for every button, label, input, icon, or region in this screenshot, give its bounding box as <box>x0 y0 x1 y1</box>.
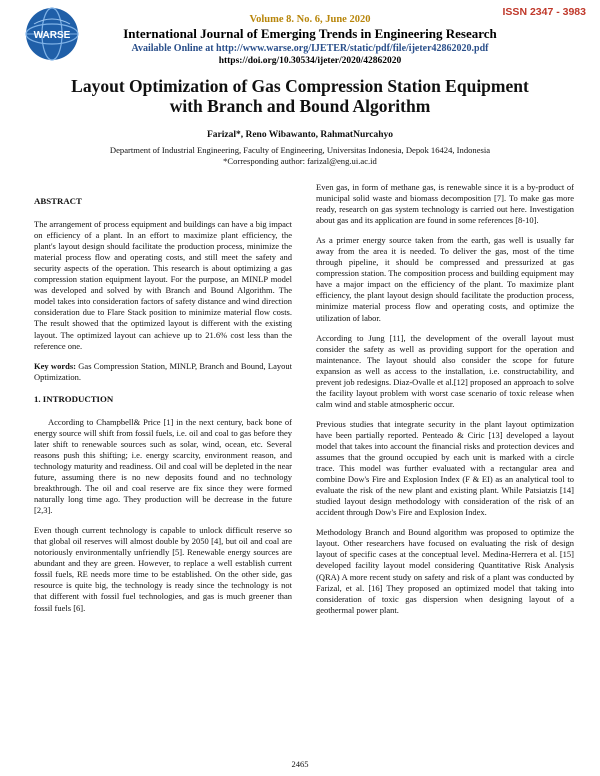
volume-info: Volume 8. No. 6, June 2020 <box>249 14 371 25</box>
keywords-list: Gas Compression Station, MINLP, Branch and Bound, Layout Optimization. <box>34 360 293 382</box>
right-paragraph-3: According to Jung [11], the development of the overall layout must consider the safety as well as providing support for the operation and maintenance. The layout should also consider the scope for future expansion as well as access to the installation, i.e. constructability, and prevent job redesigns. Diaz-Ovalle et al.[12] proposed an approach to solve the facility layout problem with worst case scenario of toxic release when calm wind and stable atmospheric occur. <box>316 332 574 409</box>
right-column <box>316 182 574 625</box>
corresponding-author: *Corresponding author: farizal@eng.ui.ac.id <box>223 156 377 166</box>
globe-icon <box>24 6 80 62</box>
title-line-1: Layout Optimization of Gas Compression Station Equipment <box>71 76 529 96</box>
online-url-link[interactable]: Available Online at http://www.warse.org/IJETER/static/pdf/file/ijeter42862020.pdf <box>131 43 489 54</box>
author-list: Farizal*, Reno Wibawanto, RahmatNurcahyo <box>206 130 394 140</box>
affiliation: Department of Industrial Engineering, Faculty of Engineering, Universitas Indonesia, Depok 16424, Indonesia <box>109 145 491 155</box>
right-paragraph-4: Previous studies that integrate security in the plant layout optimization have been partially reported. Penteado & Ciric [13] developed a layout model that takes into account the financial risks and protection devices and assumes that the ground occupied by each unit is marked with a circle trace. This model was further evaluated with a rectangular area and combine Dow's Fire and Explosion Index (F & EI) as an analytical tool to evaluate the risk of the new plant and existing plant. While Patsiatzis [14] studied layout design methodology with consideration of the risk of an accident through Dow's Fire and Explosion Index. <box>316 418 574 518</box>
right-paragraph-5: Methodology Branch and Bound algorithm was proposed to optimize the layout. Other researchers have focused on evaluating the risk of design layout of specific cases at the conceptual level. Medina-Herrera et al. [15] developed facility layout model considering Quantitative Risk Analysis (QRA) A more recent study on safety and risk of a plant was conducted by Farizal, et al. [16] They proposed an optimized model that taking into consideration of toxic gas dispersion when designing layout of a geothermal power plant. <box>316 527 574 615</box>
intro-paragraph-2: Even though current technology is capable to unlock difficult reserve so that global oil reserves will almost double by 2050 [4], but oil and coal are notoriously environmentally unfriendly [5]. Renewable energy sources are abundant and they are green. However, to replace a well establish current fossil fuels, RE needs more time to be established. On the other side, gas resource is quite big, the technology is ready since the technology is not that different with fossil fuel technologies, and gas is much greener than fossil fuels [6]. <box>34 525 292 613</box>
title-line-2: with Branch and Bound Algorithm <box>169 96 431 116</box>
page-number: 2465 <box>291 759 309 769</box>
right-paragraph-1: Even gas, in form of methane gas, is renewable since it is a by-product of municipal solid waste and biomass decomposition [7]. To make gas more ready, research on gas system technology is carried out here. Investigation about gas and its application are found in some references [8-10]. <box>316 182 574 226</box>
issn-number: ISSN 2347 - 3983 <box>502 6 586 18</box>
keywords <box>34 361 292 383</box>
paper-title <box>40 76 560 116</box>
abstract-heading: ABSTRACT <box>34 196 82 206</box>
doi-link[interactable]: https://doi.org/10.30534/ijeter/2020/42862020 <box>218 56 402 66</box>
abstract-text: The arrangement of process equipment and buildings can have a big impact on efficiency of a plant. In an effort to maximize plant efficiency, the plant's layout design should facilitate the production process, minimize the material process flow and operating costs, and still meet the safety and security aspects of the operation. This research is about optimizing a gas compression station equipment layout. For the purpose, an MINLP model was developed and solved by with Branch and Bound Algorithm. The model takes into consideration factors of safety distance and wind direction consideration due to Flare Stack position to minimize material flow costs. The result showed that the optimized layout is different with the existing layout. The optimized layout can achieve up to 21.6% cost less than the reference one. <box>34 219 292 351</box>
journal-logo <box>24 6 80 62</box>
intro-heading: 1. INTRODUCTION <box>34 393 114 404</box>
right-paragraph-2: As a primer energy source taken from the earth, gas well is usually far away from the area it is needed. To deliver the gas, most of the time through pipeline, it should be compressed and pressurized at gas compression station. The composition process and building equipment may have a major impact on the efficiency of the plant. To maximize plant efficiency, the plant layout design should facilitate the production process, minimize material process flow and operating costs, and optimize the utilization of labor. <box>316 235 574 323</box>
logo-text: WARSE <box>33 30 71 41</box>
left-column <box>34 182 292 623</box>
keywords-label: Key words: <box>34 360 76 371</box>
affiliation-block <box>20 145 580 167</box>
journal-name: International Journal of Emerging Trends in Engineering Research <box>123 26 497 41</box>
intro-paragraph-1: According to Champbell& Price [1] in the next century, back bone of energy source will shift from fossil fuels, i.e. oil and coal to gas before they later shift to renewable sources such as solar, wind, ocean, etc. Several reasons push this shifting; i.e. energy scarcity, environment reason, and technology maturity and readiness. Oil and coal will be depleted in the near future, assuming there is no new deposits found and no technology breakthrough. The oil and coal reserve are fix since they were formed naturally long time ago. They production will be decrease in the future [2,3]. <box>34 416 292 516</box>
